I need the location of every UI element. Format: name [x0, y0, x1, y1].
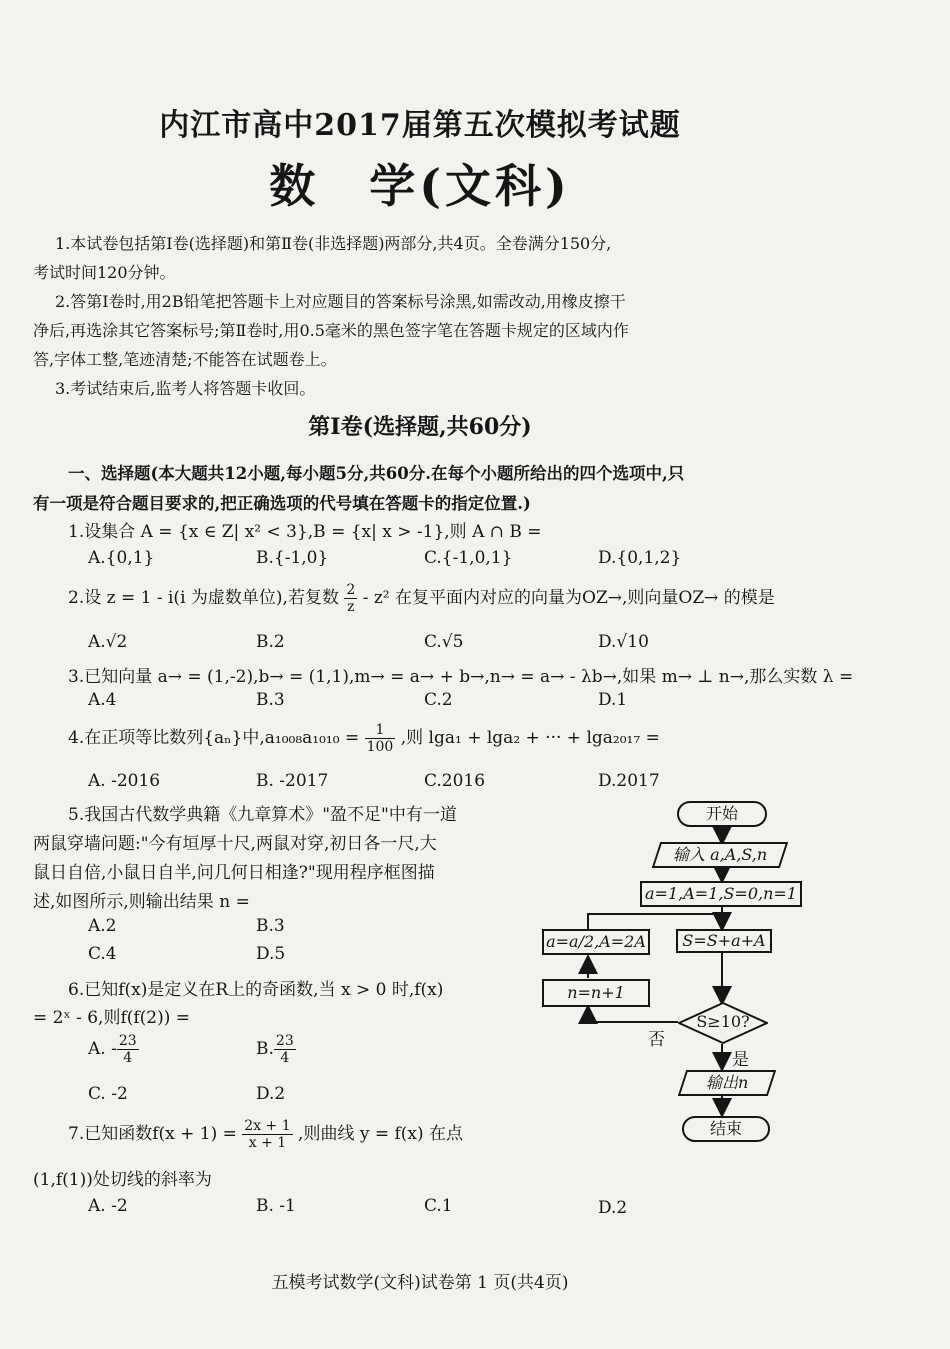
- q6-line-1: 6.已知f(x)是定义在R上的奇函数,当 x > 0 时,f(x): [68, 980, 444, 1000]
- q5-line-3: 鼠日自倍,小鼠日自半,问几何日相逢?"现用程序框图描: [33, 863, 435, 883]
- page-footer: 五模考试数学(文科)试卷第 1 页(共4页): [271, 1273, 569, 1293]
- note-line-4: 净后,再选涂其它答案标号;第Ⅱ卷时,用0.5毫米的黑色签字笔在答题卡规定的区域内作: [33, 321, 629, 340]
- q7-line-2: (1,f(1))处切线的斜率为: [33, 1170, 212, 1190]
- q6-option-c: C. -2: [88, 1084, 128, 1104]
- q5-line-1: 5.我国古代数学典籍《九章算术》"盈不足"中有一道: [68, 805, 457, 825]
- q4-option-a: A. -2016: [88, 771, 161, 791]
- flowchart-update-s: S=S+a+A: [676, 929, 772, 953]
- q4-option-d: D.2017: [598, 771, 660, 791]
- question-1-stem: 1.设集合 A = {x ∈ Z| x² < 3},B = {x| x > -1},则 A ∩ B =: [68, 522, 542, 542]
- q7-option-d: D.2: [598, 1198, 628, 1218]
- q6-a-den: 4: [123, 1050, 133, 1066]
- instruction-line-2: 有一项是符合题目要求的,把正确选项的代号填在答题卡的指定位置.): [33, 494, 531, 513]
- q7-option-c: C.1: [424, 1196, 453, 1216]
- subject-title: 数 学(文科): [269, 159, 571, 213]
- q4-option-c: C.2016: [424, 771, 486, 791]
- section-title: 第Ⅰ卷(选择题,共60分): [308, 414, 532, 440]
- flowchart-increment: n=n+1: [542, 979, 650, 1007]
- loop-back-line: [588, 914, 722, 930]
- arrow-cond-increment: [588, 1008, 678, 1022]
- flowchart-end: 结束: [682, 1116, 770, 1142]
- q2-stem-pre: 2.设 z = 1 - i(i 为虚数单位),若复数: [68, 588, 339, 608]
- flowchart-init: a=1,A=1,S=0,n=1: [640, 881, 802, 907]
- q3-option-d: D.1: [598, 690, 628, 710]
- q5-option-d: D.5: [256, 944, 286, 964]
- q3-option-b: B.3: [256, 690, 285, 710]
- flowchart-update-a: a=a/2,A=2A: [542, 929, 650, 955]
- q7-option-b: B. -1: [256, 1196, 296, 1216]
- q1-option-b: B.{-1,0}: [256, 548, 329, 568]
- q2-option-b: B.2: [256, 632, 285, 652]
- flowchart-no-label: 否: [648, 1030, 665, 1050]
- q3-option-c: C.2: [424, 690, 453, 710]
- instruction-line-1: 一、选择题(本大题共12小题,每小题5分,共60分.在每个小题所给出的四个选项中,只: [68, 464, 685, 483]
- q7-stem-pre: 7.已知函数f(x + 1) =: [68, 1124, 237, 1144]
- note-line-1: 1.本试卷包括第Ⅰ卷(选择题)和第Ⅱ卷(非选择题)两部分,共4页。全卷满分150分,: [55, 234, 612, 253]
- q4-stem-post: ,则 lga₁ + lga₂ + ··· + lga₂₀₁₇ =: [400, 728, 660, 748]
- q7-option-a: A. -2: [88, 1196, 128, 1216]
- exam-title: 内江市高中2017届第五次模拟考试题: [159, 108, 681, 143]
- q2-frac-num: 2: [346, 582, 356, 598]
- flowchart-input: [652, 842, 788, 868]
- flowchart-output: [678, 1070, 776, 1096]
- q5-option-c: C.4: [88, 944, 117, 964]
- flowchart-yes-label: 是: [732, 1050, 749, 1070]
- q1-option-a: A.{0,1}: [88, 548, 155, 568]
- q1-option-d: D.{0,1,2}: [598, 548, 682, 568]
- q4-option-b: B. -2017: [256, 771, 329, 791]
- q4-frac-num: 1: [365, 722, 396, 739]
- flowchart-start: 开始: [677, 801, 767, 827]
- q5-option-a: A.2: [88, 916, 117, 936]
- q1-option-c: C.{-1,0,1}: [424, 548, 513, 568]
- question-3-stem: 3.已知向量 a→ = (1,-2),b→ = (1,1),m→ = a→ + b→,n→ = a→ - λb→,如果 m→ ⊥ n→,那么实数 λ =: [68, 667, 854, 687]
- q6-b-prefix: B.: [256, 1039, 274, 1059]
- q5-line-2: 两鼠穿墙问题:"今有垣厚十尺,两鼠对穿,初日各一尺,大: [33, 834, 437, 854]
- note-line-3: 2.答第Ⅰ卷时,用2B铅笔把答题卡上对应题目的答案标号涂黑,如需改动,用橡皮擦干: [55, 292, 626, 311]
- q2-option-c: C.√5: [424, 632, 464, 652]
- q5-line-4: 述,如图所示,则输出结果 n =: [33, 892, 250, 912]
- q6-line-2: = 2ˣ - 6,则f(f(2)) =: [33, 1008, 191, 1028]
- q2-stem-post: - z² 在复平面内对应的向量为OZ→,则向量OZ→ 的模是: [362, 588, 775, 608]
- q2-frac-den: z: [347, 599, 355, 615]
- q7-frac-den: x + 1: [248, 1135, 287, 1151]
- q7-frac-num: 2x + 1: [244, 1118, 291, 1134]
- q3-option-a: A.4: [88, 690, 117, 710]
- q2-option-d: D.√10: [598, 632, 649, 652]
- q6-b-num: 23: [275, 1033, 294, 1049]
- q4-frac-den: 100: [366, 739, 394, 755]
- q6-a-prefix: A. -: [88, 1039, 117, 1059]
- note-line-6: 3.考试结束后,监考人将答题卡收回。: [55, 379, 316, 398]
- q6-b-den: 4: [280, 1050, 290, 1066]
- note-line-2: 考试时间120分钟。: [33, 263, 176, 282]
- note-line-5: 答,字体工整,笔迹清楚;不能答在试题卷上。: [33, 350, 337, 369]
- q4-stem-pre: 4.在正项等比数列{aₙ}中,a₁₀₀₈a₁₀₁₀ =: [68, 728, 360, 748]
- flowchart-condition: S≥10?: [696, 1012, 750, 1031]
- flowchart-output-text: 输出n: [705, 1073, 749, 1092]
- flowchart-input-text: 输入 a,A,S,n: [672, 845, 768, 864]
- q7-stem-post: ,则曲线 y = f(x) 在点: [298, 1124, 464, 1144]
- q5-option-b: B.3: [256, 916, 285, 936]
- q2-option-a: A.√2: [88, 632, 128, 652]
- q6-option-d: D.2: [256, 1084, 286, 1104]
- q6-a-num: 23: [118, 1033, 137, 1049]
